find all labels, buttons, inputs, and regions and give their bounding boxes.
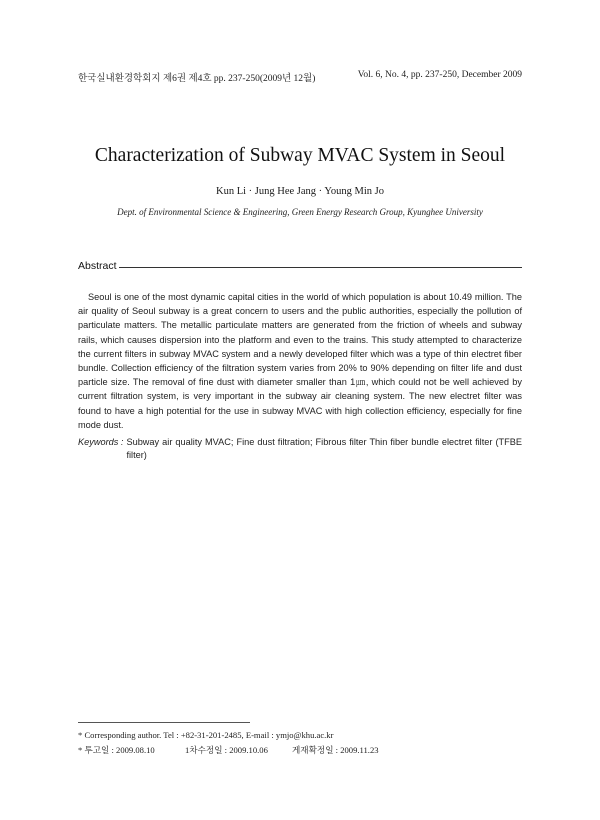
journal-header-korean: 한국실내환경학회지 제6권 제4호 pp. 237-250(2009년 12월) bbox=[78, 74, 316, 84]
abstract-text: Seoul is one of the most dynamic capital cities in the world of which population is about 10.49 million. The air quality of Seoul subway is a great concern to users and the public authorities, especially the pollution of particulate matters. The metallic particulate matters are generated from the friction of wheels and subway rails, which causes dispersion into the platform and even to the trains. This study attempted to characterize the current filters in subway MVAC system and a newly developed filter which was a type of thin electret fiber bundle. Collection efficiency of the filtration system varies from 20% to 90% depending on filter life and dust particle size. The removal of fine dust with diameter smaller than 1㎛, which could not be well achieved by current filtration system, is very important in the subway air cleaning system. The new electret filter was found to have a high potential for the use in subway MVAC with high collection efficiency, especially for fine mode dust. bbox=[78, 292, 522, 430]
author-list: Kun Li · Jung Hee Jang · Young Min Jo bbox=[216, 186, 384, 197]
keywords-label: Keywords : bbox=[78, 437, 124, 447]
footnote-corresponding-author: * Corresponding author. Tel : +82-31-201-2485, E-mail : ymjo@khu.ac.kr bbox=[78, 730, 334, 740]
received-date: * 투고일 : 2009.08.10 bbox=[78, 745, 155, 755]
abstract-heading-label: Abstract bbox=[78, 260, 117, 272]
journal-header-english: Vol. 6, No. 4, pp. 237-250, December 2009 bbox=[357, 70, 522, 80]
paper-title: Characterization of Subway MVAC System in Seoul bbox=[94, 145, 506, 166]
author-affiliation: Dept. of Environmental Science & Engineering, Green Energy Research Group, Kyunghee University bbox=[117, 207, 483, 217]
revised-date: 1차수정일 : 2009.10.06 bbox=[185, 745, 268, 755]
footnote-divider bbox=[78, 722, 250, 723]
abstract-heading-rule bbox=[119, 267, 522, 268]
keywords-block bbox=[78, 436, 522, 462]
accepted-date: 게재확정일 : 2009.11.23 bbox=[292, 745, 379, 755]
abstract-heading bbox=[78, 260, 522, 272]
keywords-text: Subway air quality MVAC; Fine dust filtration; Fibrous filter Thin fiber bundle electret filter (TFBE filter) bbox=[126, 437, 522, 460]
